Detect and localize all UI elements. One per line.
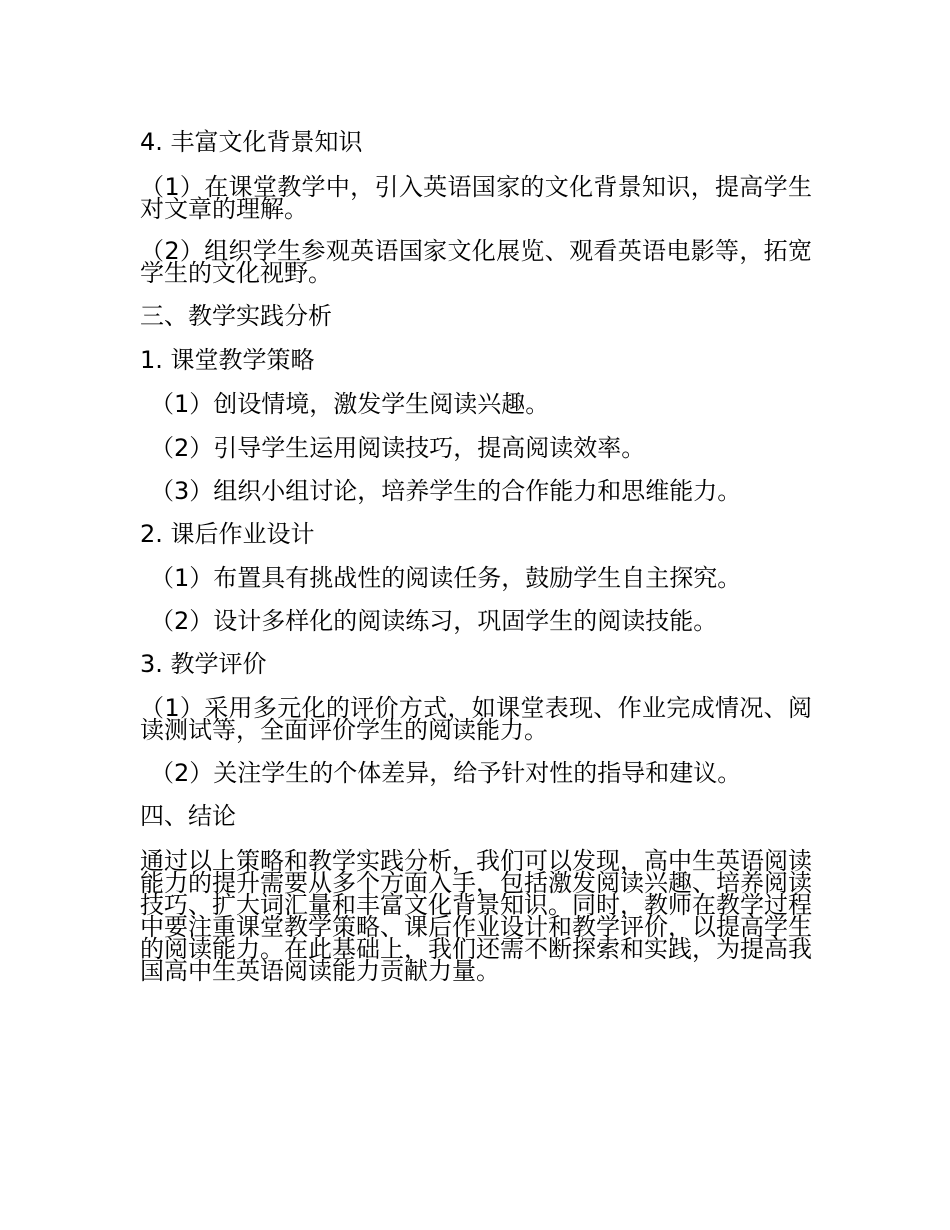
list-item-classroom-1: （1）创设情境，激发学生阅读兴趣。 bbox=[150, 390, 550, 418]
subheading-homework-design: 2. 课后作业设计 bbox=[140, 520, 315, 548]
paragraph-cultural-item-1: （1）在课堂教学中，引入英语国家的文化背景知识，提高学生对文章的理解。 bbox=[140, 173, 812, 223]
paragraph-conclusion: 通过以上策略和教学实践分析，我们可以发现，高中生英语阅读能力的提升需要从多个方面入手，包括激发阅读兴趣、培养阅读技巧、扩大词汇量和丰富文化背景知识。同时，教师在教学过程中要注重课堂教学策略、课后作业设计和教学评价，以提高学生的阅读能力。在此基础上，我们还需不断探索和实践，为提高我国高中生英语阅读能力贡献力量。 bbox=[140, 847, 812, 985]
heading-enrich-cultural-knowledge: 4. 丰富文化背景知识 bbox=[140, 128, 363, 156]
subheading-classroom-strategy: 1. 课堂教学策略 bbox=[140, 346, 315, 374]
list-item-classroom-3: （3）组织小组讨论，培养学生的合作能力和思维能力。 bbox=[150, 477, 742, 505]
list-item-homework-2: （2）设计多样化的阅读练习，巩固学生的阅读技能。 bbox=[150, 607, 718, 635]
list-item-evaluation-2: （2）关注学生的个体差异，给予针对性的指导和建议。 bbox=[150, 759, 742, 787]
paragraph-evaluation-item-1: （1）采用多元化的评价方式，如课堂表现、作业完成情况、阅读测试等，全面评价学生的阅读能力。 bbox=[140, 694, 812, 744]
section-heading-conclusion: 四、结论 bbox=[140, 802, 236, 830]
subheading-teaching-evaluation: 3. 教学评价 bbox=[140, 650, 267, 678]
list-item-homework-1: （1）布置具有挑战性的阅读任务，鼓励学生自主探究。 bbox=[150, 564, 742, 592]
document-page bbox=[140, 0, 812, 1230]
section-heading-practice-analysis: 三、教学实践分析 bbox=[140, 302, 332, 330]
paragraph-cultural-item-2: （2）组织学生参观英语国家文化展览、观看英语电影等，拓宽学生的文化视野。 bbox=[140, 237, 812, 287]
list-item-classroom-2: （2）引导学生运用阅读技巧，提高阅读效率。 bbox=[150, 434, 646, 462]
